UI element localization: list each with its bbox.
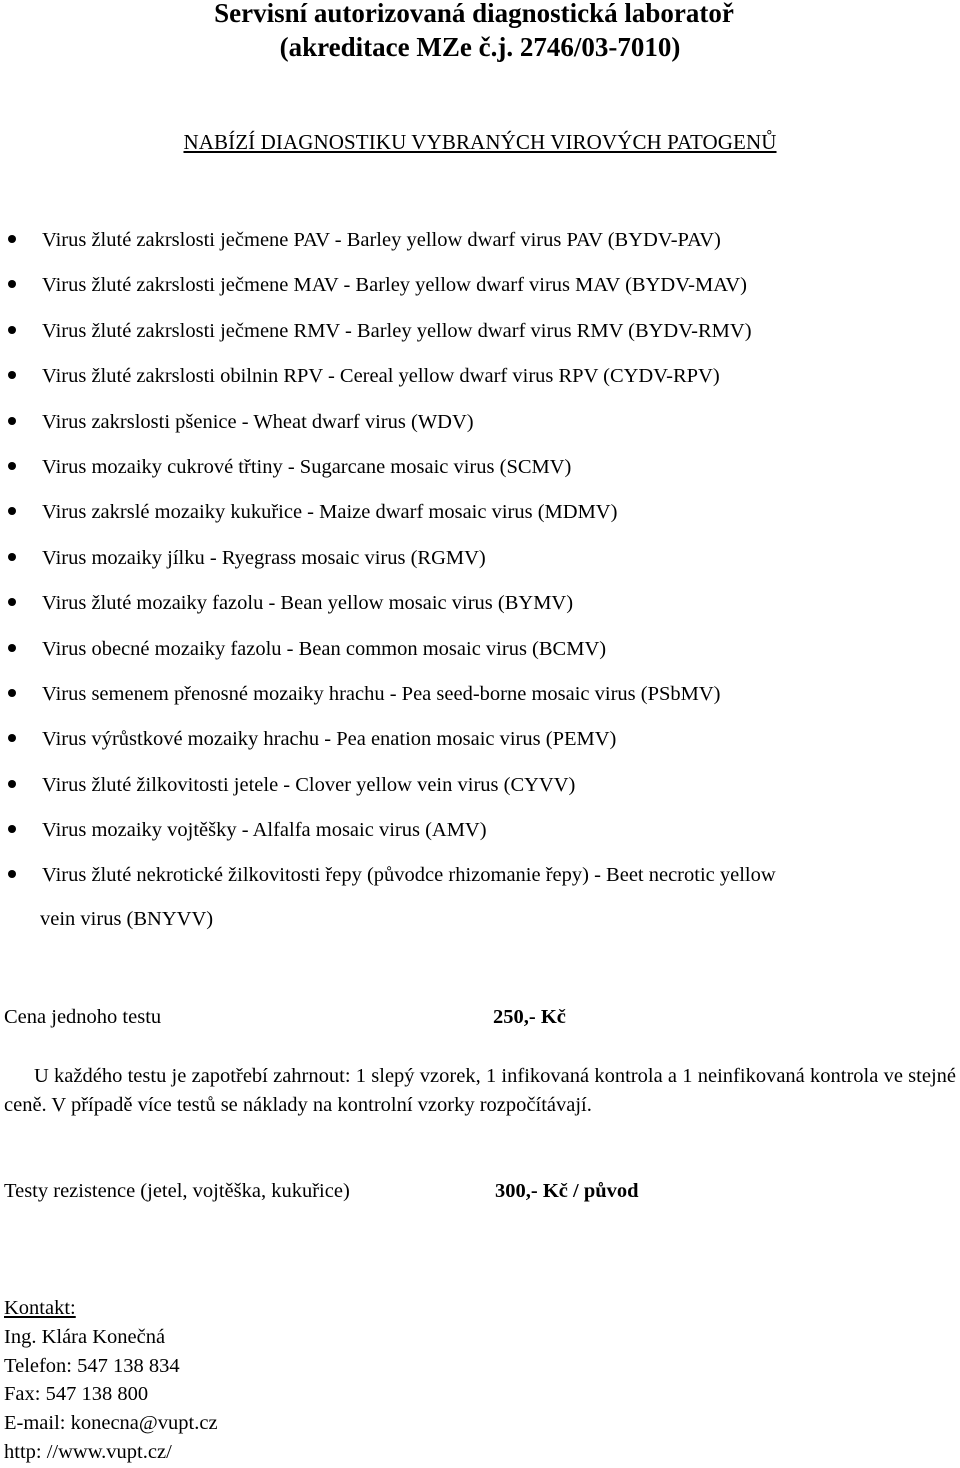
single-test-price: 250,- Kč: [493, 1006, 566, 1028]
virus-name: Virus zakrslosti pšenice - Wheat dwarf virus (WDV): [42, 410, 474, 433]
bullet-icon: [8, 734, 16, 742]
virus-name: Virus mozaiky cukrové třtiny - Sugarcane mosaic virus (SCMV): [42, 455, 572, 478]
virus-list-item: [0, 498, 960, 543]
virus-list-item: [0, 226, 960, 271]
bullet-icon: [8, 235, 16, 243]
section-heading: NABÍZÍ DIAGNOSTIKU VYBRANÝCH VIROVÝCH PATOGENŮ: [183, 130, 777, 154]
contact-name: Ing. Klára Konečná: [4, 1325, 166, 1348]
single-test-label: Cena jednoho testu: [4, 1006, 162, 1028]
virus-list-item: [0, 453, 960, 498]
virus-name: Virus žluté žilkovitosti jetele - Clover yellow vein virus (CYVV): [42, 773, 576, 796]
virus-list-item: [0, 680, 960, 725]
contact-block: [4, 1294, 218, 1467]
bullet-icon: [8, 689, 16, 697]
pricing-note: U každého testu je zapotřebí zahrnout: 1 slepý vzorek, 1 infikovaná kontrola a 1 neinfikovaná kontrola ve stejné ceně. V případě více testů se náklady na kontrolní vzorky rozpočítávají.: [4, 1065, 956, 1116]
virus-list-item: [0, 408, 960, 453]
bullet-icon: [8, 507, 16, 515]
bullet-icon: [8, 780, 16, 788]
virus-list-item: [0, 362, 960, 407]
bullet-icon: [8, 326, 16, 334]
bullet-icon: [8, 644, 16, 652]
virus-name: [42, 853, 958, 941]
virus-list-item: [0, 317, 960, 362]
virus-name: Virus žluté zakrslosti obilnin RPV - Cereal yellow dwarf virus RPV (CYDV-RPV): [42, 365, 720, 388]
contact-website: http: //www.vupt.cz/: [4, 1440, 172, 1463]
bullet-icon: [8, 598, 16, 606]
bullet-icon: [8, 462, 16, 470]
bullet-icon: [8, 553, 16, 561]
virus-name: Virus žluté zakrslosti ječmene MAV - Barley yellow dwarf virus MAV (BYDV-MAV): [42, 274, 747, 297]
title-line-1: Servisní autorizovaná diagnostická laboratoř: [214, 0, 734, 28]
bullet-icon: [8, 870, 16, 878]
virus-list-item: [0, 589, 960, 634]
virus-name-line-2: vein virus (BNYVV): [40, 908, 214, 931]
virus-name-line-1: Virus žluté nekrotické žilkovitosti řepy (původce rhizomanie řepy) - Beet necrotic yellow: [42, 864, 776, 887]
bullet-icon: [8, 417, 16, 425]
title-line-2: (akreditace MZe č.j. 2746/03-7010): [279, 32, 681, 62]
contact-fax: Fax: 547 138 800: [4, 1383, 149, 1406]
virus-list: [0, 226, 960, 941]
virus-name: Virus výrůstkové mozaiky hrachu - Pea enation mosaic virus (PEMV): [42, 728, 617, 751]
virus-name: Virus mozaiky jílku - Ryegrass mosaic virus (RGMV): [42, 546, 486, 569]
virus-list-item: [0, 725, 960, 770]
contact-phone: Telefon: 547 138 834: [4, 1354, 180, 1377]
virus-list-item: [0, 271, 960, 316]
virus-name: Virus obecné mozaiky fazolu - Bean common mosaic virus (BCMV): [42, 637, 607, 660]
resistance-test-label: Testy rezistence (jetel, vojtěška, kukuřice): [4, 1180, 350, 1202]
bullet-icon: [8, 371, 16, 379]
virus-list-item: [0, 635, 960, 680]
contact-heading: Kontakt:: [4, 1297, 76, 1319]
resistance-test-price: 300,- Kč / původ: [495, 1180, 639, 1202]
virus-name: Virus mozaiky vojtěšky - Alfalfa mosaic virus (AMV): [42, 819, 487, 842]
bullet-icon: [8, 280, 16, 288]
virus-list-item: [0, 544, 960, 589]
virus-list-item: [0, 861, 960, 941]
virus-name: Virus žluté zakrslosti ječmene RMV - Barley yellow dwarf virus RMV (BYDV-RMV): [42, 319, 752, 342]
virus-name: Virus zakrslé mozaiky kukuřice - Maize dwarf mosaic virus (MDMV): [42, 501, 618, 524]
virus-name: Virus žluté mozaiky fazolu - Bean yellow mosaic virus (BYMV): [42, 592, 574, 615]
virus-name: Virus žluté zakrslosti ječmene PAV - Barley yellow dwarf virus PAV (BYDV-PAV): [42, 229, 721, 251]
bullet-icon: [8, 825, 16, 833]
contact-email: E-mail: konecna@vupt.cz: [4, 1412, 218, 1435]
virus-list-item: [0, 771, 960, 816]
virus-name: Virus semenem přenosné mozaiky hrachu - Pea seed-borne mosaic virus (PSbMV): [42, 682, 721, 705]
